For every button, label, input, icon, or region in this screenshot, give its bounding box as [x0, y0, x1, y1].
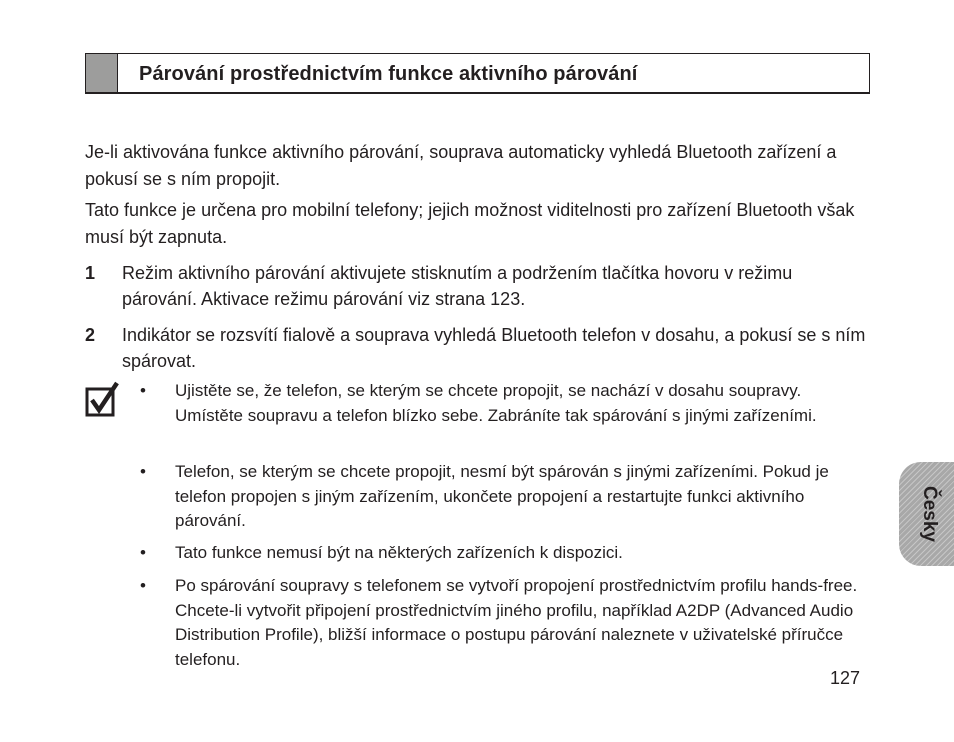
- bullet-marker: •: [140, 543, 146, 562]
- section-heading: [85, 53, 870, 94]
- heading-marker: [86, 54, 118, 92]
- language-label: Česky: [919, 486, 940, 542]
- note-text: Ujistěte se, že telefon, se kterým se chcete propojit, se nachází v dosahu soupravy. Umístěte soupravu a telefon blízko sebe. Zabráníte tak spárování s jinými zařízeními.: [175, 381, 817, 425]
- note-text: Telefon, se kterým se chcete propojit, nesmí být spárován s jinými zařízeními. Pokud je telefon propojen s jiným zařízením, ukončete propojení a restartujte funkci aktivního párování.: [175, 462, 829, 530]
- step-text: Režim aktivního párování aktivujete stisknutím a podržením tlačítka hovoru v režimu párování. Aktivace režimu párování viz strana 123.: [122, 263, 793, 309]
- bullet-marker: •: [140, 462, 146, 481]
- note-text: Po spárování soupravy s telefonem se vytvoří propojení prostřednictvím profilu hands-free. Chcete-li vytvořit připojení prostřednictvím jiného profilu, například A2DP (Advanced Audio Distribution Profile), bližší informace o postupu párování naleznete v uživatelské příručce telefonu.: [175, 576, 858, 669]
- intro-paragraph-1: Je-li aktivována funkce aktivního párování, souprava automaticky vyhledá Bluetooth zařízení a pokusí se s ním propojit.: [85, 142, 837, 189]
- page-number: 127: [830, 668, 861, 688]
- step-number: 1: [85, 263, 96, 283]
- note-text: Tato funkce nemusí být na některých zařízeních k dispozici.: [175, 543, 623, 562]
- bullet-marker: •: [140, 576, 146, 595]
- step-text: Indikátor se rozsvítí fialově a souprava vyhledá Bluetooth telefon v dosahu, a pokusí se s ním spárovat.: [122, 325, 866, 371]
- intro-paragraph-2: Tato funkce je určena pro mobilní telefony; jejich možnost viditelnosti pro zařízení Bluetooth však musí být zapnuta.: [85, 200, 855, 247]
- language-tab: [899, 462, 954, 566]
- page-title: Párování prostřednictvím funkce aktivního párování: [139, 63, 638, 85]
- bullet-marker: •: [140, 381, 146, 400]
- checkbox-check-icon: [85, 381, 121, 417]
- step-number: 2: [85, 325, 96, 345]
